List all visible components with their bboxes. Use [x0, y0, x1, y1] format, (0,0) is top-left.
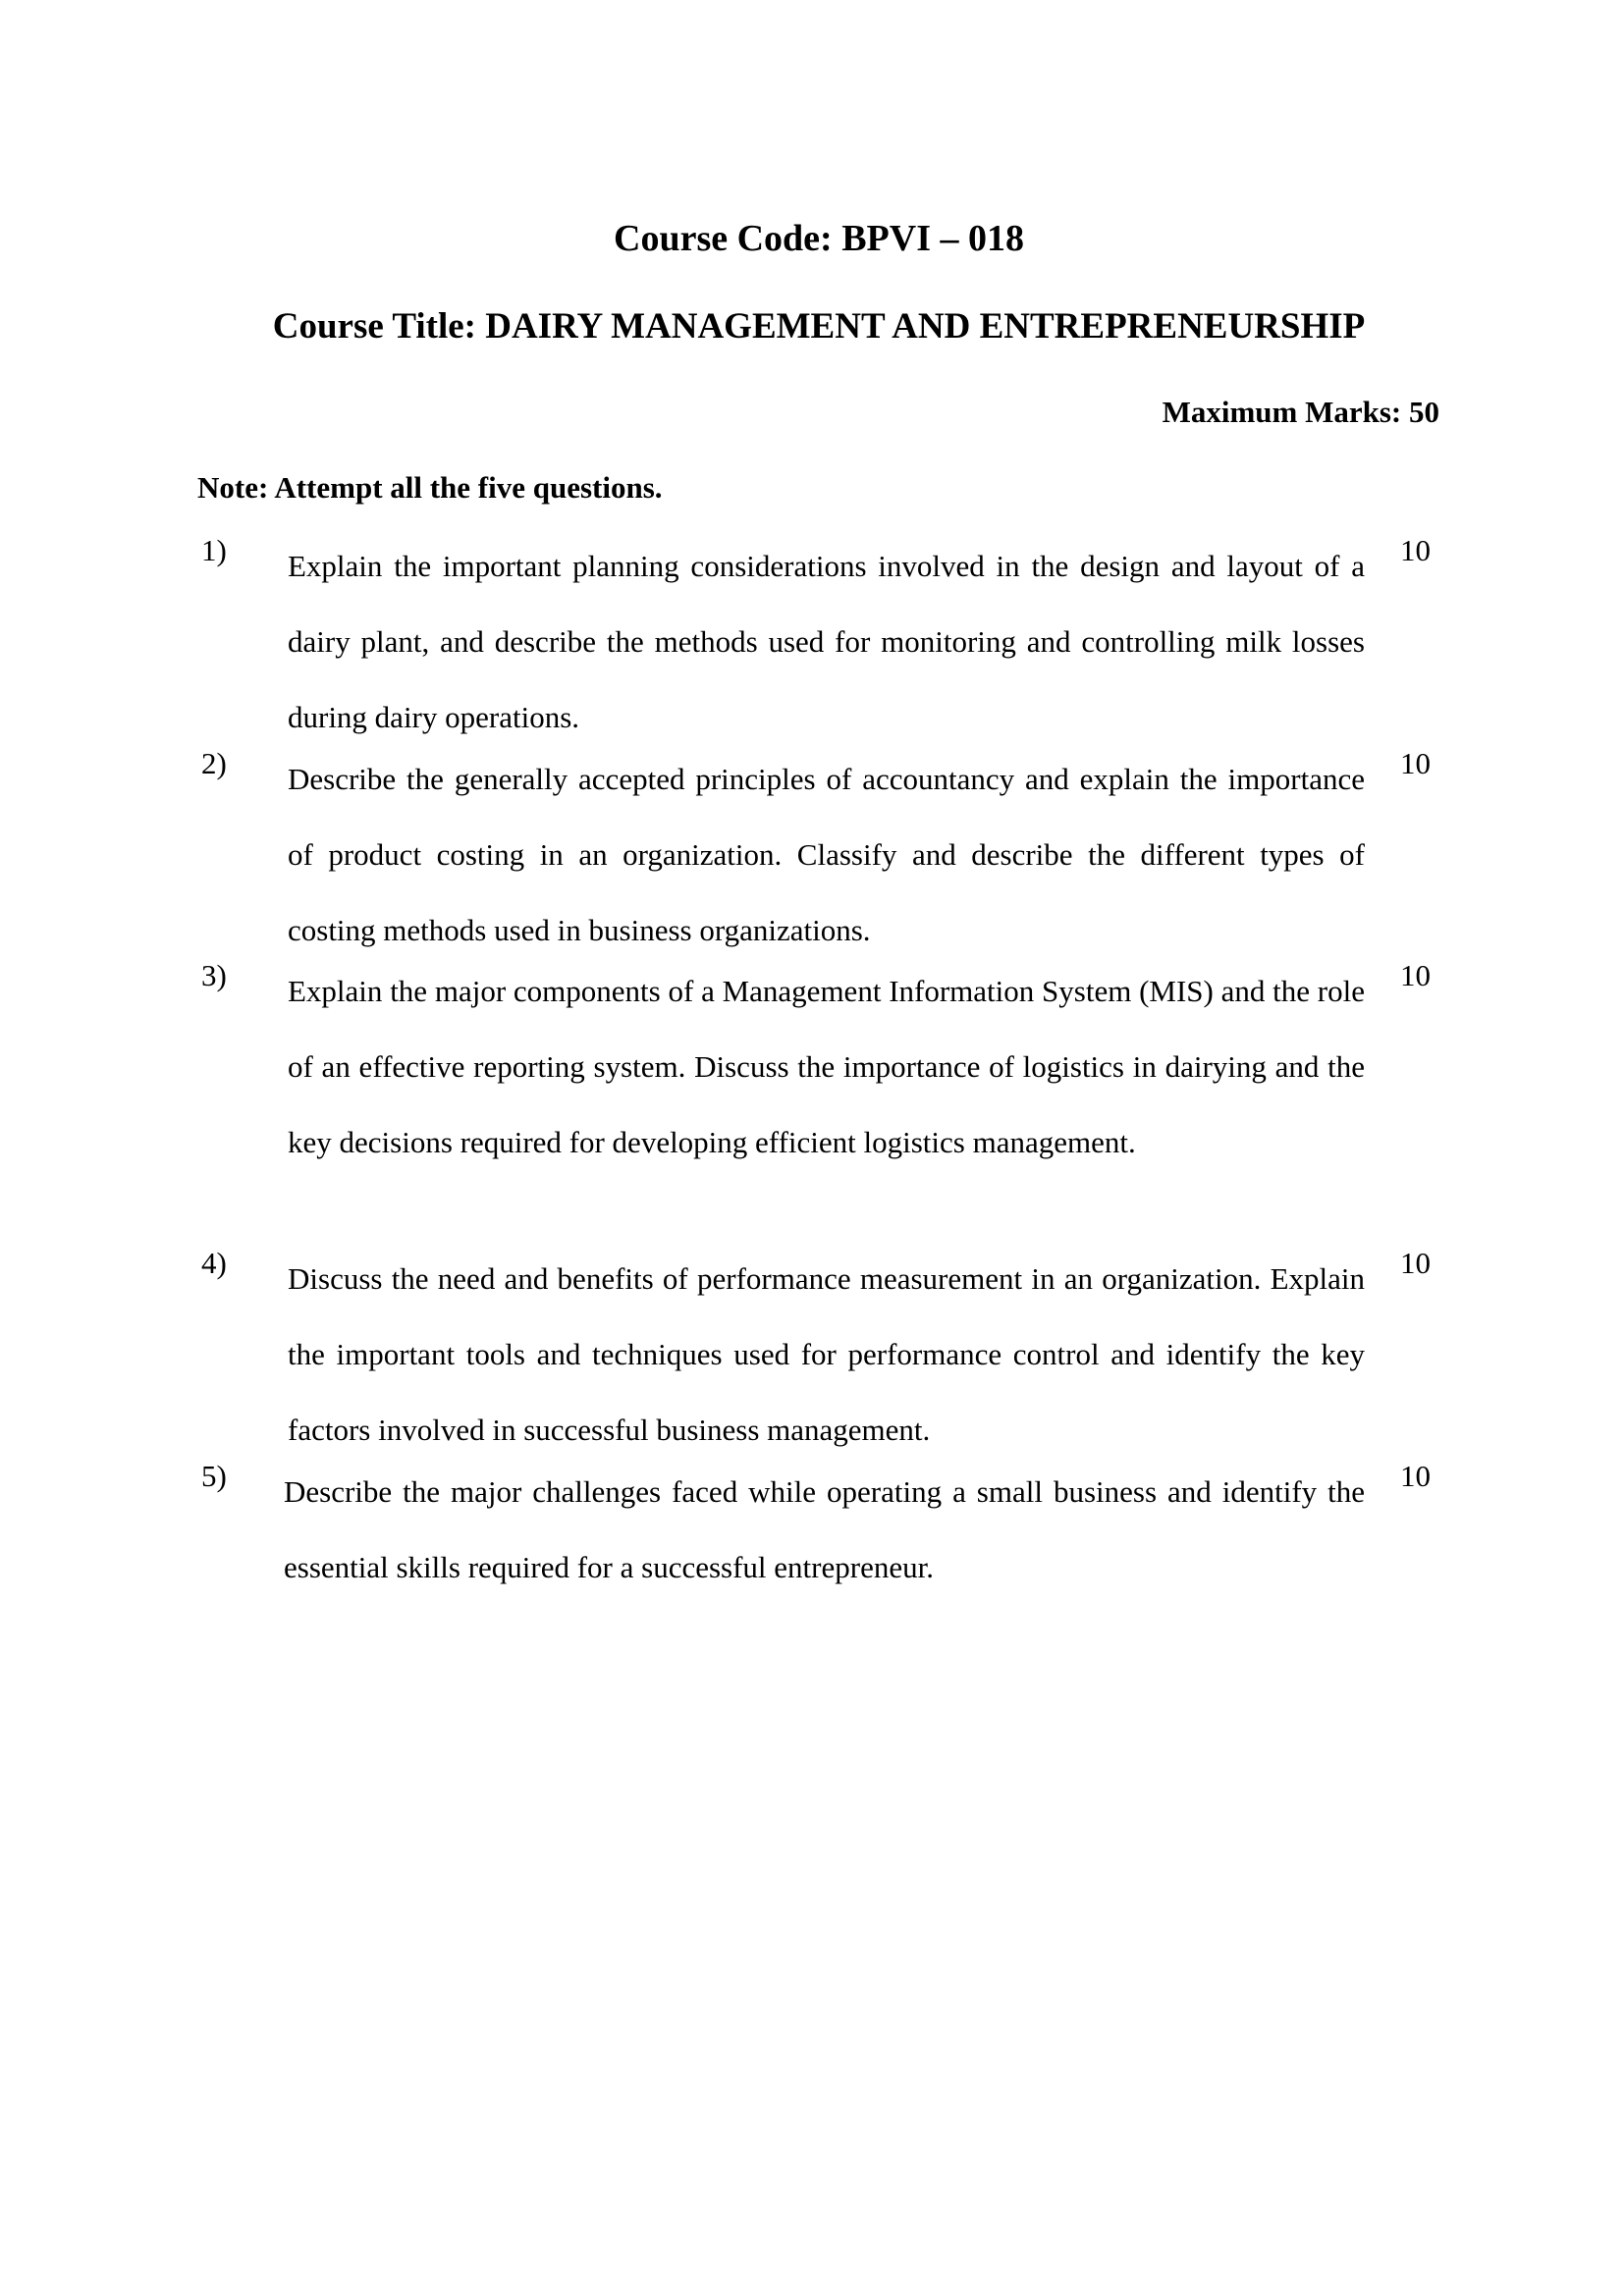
question-text: Describe the generally accepted principles of accountancy and explain the importance of product costing in an organization. Classify and describe the different types of costing methods used in business organizations. [288, 762, 1365, 947]
question-number: 5) [201, 1459, 227, 1493]
question-number: 4) [201, 1246, 227, 1280]
question-marks: 10 [1400, 958, 1431, 992]
question-3 [0, 953, 1624, 1255]
question-number: 3) [201, 958, 227, 992]
question-number: 2) [201, 746, 227, 780]
question-marks: 10 [1400, 1246, 1431, 1280]
question-2 [0, 741, 1624, 968]
question-marks: 10 [1400, 1459, 1431, 1493]
question-text: Discuss the need and benefits of performance measurement in an organization. Explain the important tools and techniques used for performance control and identify the key factors involved in successful business management. [288, 1261, 1365, 1447]
course-code-heading: Course Code: BPVI – 018 [614, 218, 1024, 259]
question-text: Explain the important planning considerations involved in the design and layout of a dairy plant, and describe the methods used for monitoring and controlling milk losses during dairy operations. [288, 549, 1365, 734]
question-5 [0, 1454, 1624, 1611]
question-marks: 10 [1400, 746, 1431, 780]
question-4 [0, 1241, 1624, 1468]
question-text: Describe the major challenges faced while operating a small business and identify the essential skills required for a successful entrepreneur. [284, 1474, 1365, 1584]
question-text: Explain the major components of a Management Information System (MIS) and the role of an effective reporting system. Discuss the importance of logistics in dairying and the key decisions required for developing efficient logistics management. [288, 974, 1365, 1159]
question-list [0, 533, 1624, 1611]
question-marks: 10 [1400, 533, 1431, 567]
question-number: 1) [201, 533, 227, 567]
maximum-marks: Maximum Marks: 50 [1162, 395, 1439, 429]
question-1 [0, 528, 1624, 756]
instructions-note: Note: Attempt all the five questions. [197, 470, 663, 505]
course-title-heading: Course Title: DAIRY MANAGEMENT AND ENTREPRENEURSHIP [272, 306, 1366, 347]
